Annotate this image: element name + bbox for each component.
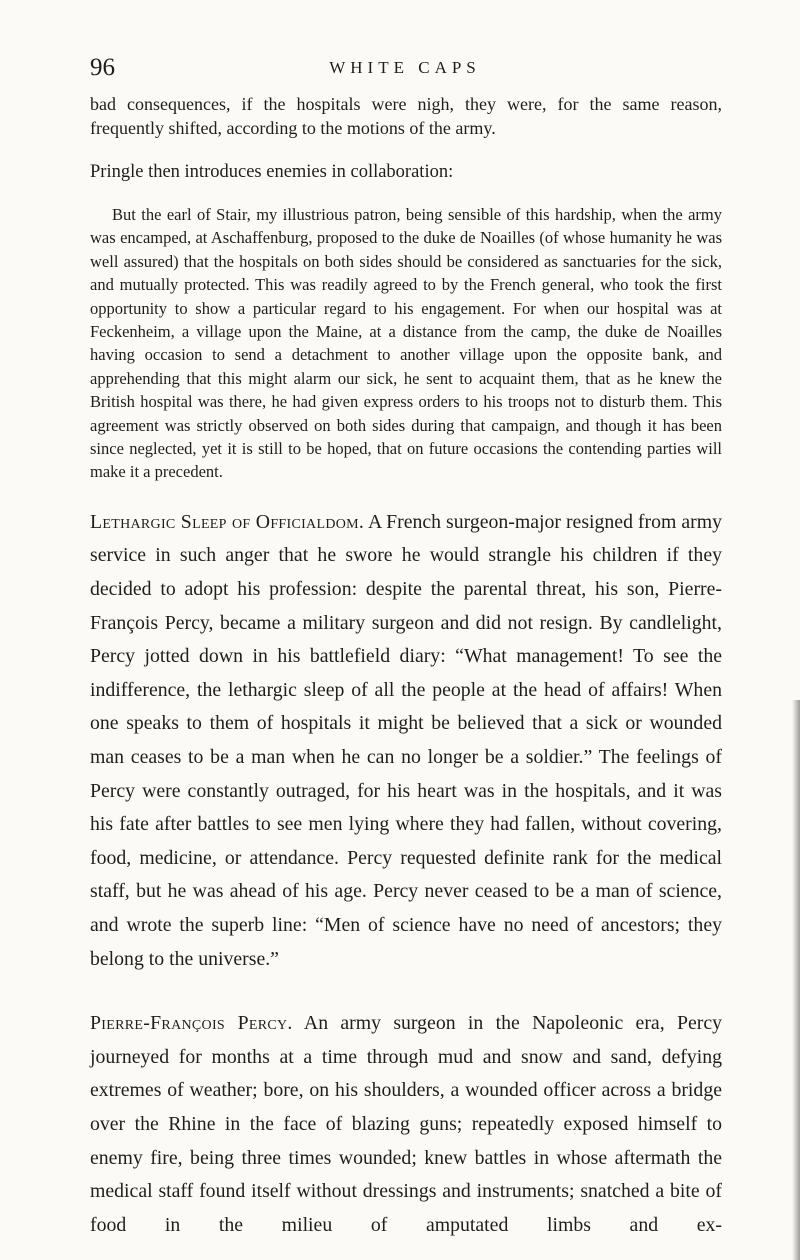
block-quote: But the earl of Stair, my illustrious patron, being sensible of this hardship, when the army was encamped, at Aschaffenburg, proposed to the duke de Noailles (of whose humanity he was well assured) that the hospitals on both sides should be considered as sanctuaries for the sick, and mutually protected. This was readily agreed to by the French general, who took the first opportunity to show a particular regard to his engagement. For when our hospital was at Feckenheim, a village upon the Maine, at a distance from the camp, the duke de Noailles having occasion to send a detachment to another village upon the opposite bank, and apprehending that this might alarm our sick, he sent to acquaint them, that as he knew the British hospital was there, he had given express orders to his troops not to disturb them. This agreement was strictly observed on both sides during that campaign, and though it has been since neglected, yet it is still to be hoped, that on future occasions the contending parties will make it a precedent. [90, 205, 722, 482]
section-text: A French surgeon-major resigned from army service in such anger that he swore he would strangle his children if they decided to adopt his profession: despite the parental threat, his son, Pierre-François Percy, became a military surgeon and did not resign. By candlelight, Percy jotted down in his battlefield diary: “What management! To see the indifference, the lethargic sleep of all the people at the head of affairs! When one speaks to them of hospitals it might be believed that a sick or wounded man ceases to be a man when he can no longer be a soldier.” The feelings of Percy were constantly outraged, for his heart was in the hospitals, and it was his fate after battles to see men lying where they had fallen, without covering, food, medicine, or attendance. Percy requested definite rank for the medical staff, but he was ahead of his age. Percy never ceased to be a man of science, and wrote the superb line: “Men of science have no need of ancestors; they belong to the universe.” [90, 510, 722, 970]
section-text: An army surgeon in the Napoleonic era, Percy journeyed for months at a time through mud and snow and sand, defying extremes of weather; bore, on his shoulders, a wounded officer across a bridge over the Rhine in the face of blazing guns; repeatedly exposed himself to enemy fire, being three times wounded; knew battles in whose aftermath the medical staff found itself without dressings and instruments; snatched a bite of food in the milieu of amputated limbs and ex- [90, 1012, 722, 1236]
running-head: WHITE CAPS [329, 58, 481, 77]
page-header [90, 54, 720, 94]
page-edge-shadow [792, 700, 800, 1260]
page-body [90, 92, 722, 1242]
section-heading: Pierre-François Percy. [90, 1012, 293, 1035]
intro-paragraph: Pringle then introduces enemies in collaboration: [90, 162, 454, 182]
section-lethargic-sleep [90, 506, 722, 976]
section-heading: Lethargic Sleep of Officialdom. [90, 510, 365, 533]
page-number: 96 [90, 54, 115, 81]
section-percy [90, 1007, 722, 1242]
continuation-paragraph: bad consequences, if the hospitals were nigh, they were, for the same reason, frequently shifted, according to the motions of the army. [90, 94, 722, 138]
